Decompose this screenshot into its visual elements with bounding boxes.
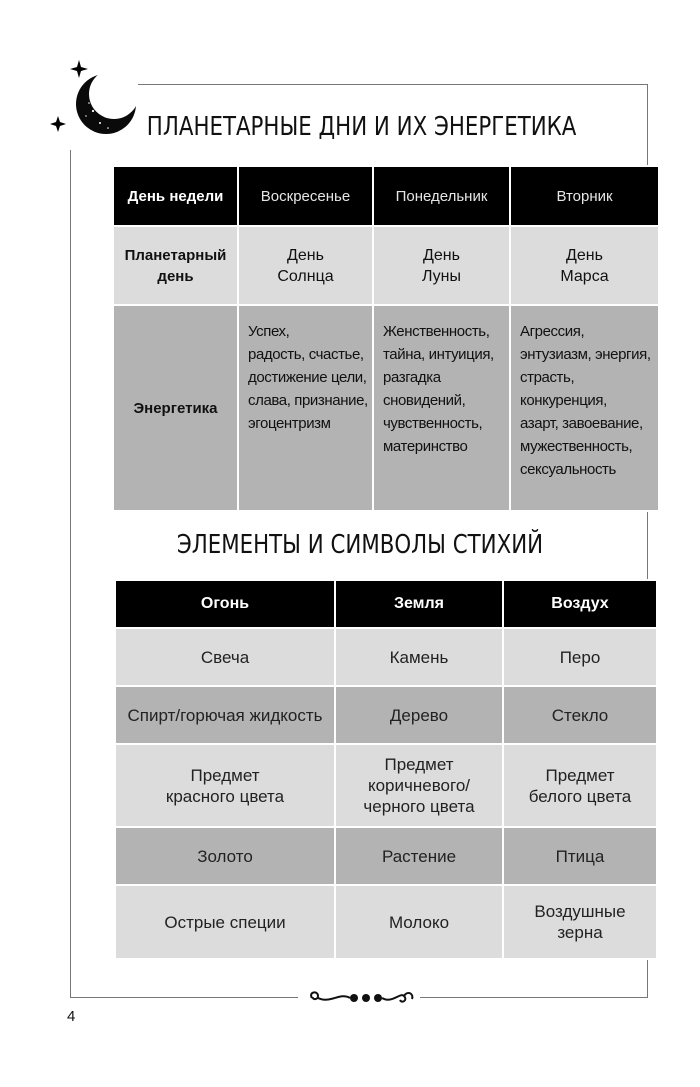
table-cell [503,885,657,959]
decorative-swirl-icon [304,984,416,1012]
cell-line: красного цвета [165,786,285,806]
cell-line: Предмет [384,755,454,774]
star-icon [70,60,88,78]
energy-cell [373,305,510,511]
cell-line: сексуальность [520,461,616,478]
header-fire-cell: Огонь [115,580,335,628]
table-cell [115,686,335,744]
energy-cell [510,305,659,511]
header-day-cell: Воскресенье [238,166,373,226]
cell-line: Острые специи [164,912,286,932]
cell-line: Воздушные [534,902,626,921]
table-row [115,686,657,744]
table-cell [335,686,503,744]
cell-line: чувственность, [383,415,483,432]
table-cell [503,686,657,744]
page-number: 4 [67,1008,76,1025]
star-icon [50,116,66,132]
header-day-cell: Вторник [510,166,659,226]
header-earth-cell: Земля [335,580,503,628]
table-row [115,885,657,959]
cell-line: День [423,246,460,264]
planetary-day-label-cell [113,226,238,305]
energy-label-cell: Энергетика [113,305,238,511]
table-cell [335,885,503,959]
cell-line: Марса [560,267,609,285]
table-header-row [113,166,659,226]
table-header-row [115,580,657,628]
frame-left-line [70,150,71,998]
cell-line: Камень [389,647,449,667]
energy-cell [238,305,373,511]
header-label-cell: День недели [113,166,238,226]
elements-table [114,579,658,960]
cell-line: зерна [557,923,603,942]
table-cell [115,885,335,959]
header-day-cell: Понедельник [373,166,510,226]
cell-line: Птица [555,846,605,866]
cell-line: Предмет [545,765,615,785]
cell-line: Дерево [389,705,449,725]
cell-line: слава, признание, [248,392,368,409]
cell-line: конкуренция, [520,392,607,409]
table-cell [503,827,657,885]
cell-line: радость, счастье, [248,346,364,363]
frame-bottom-left-line [70,997,298,998]
frame-top-line [138,84,648,85]
cell-line: эгоцентризм [248,415,331,432]
table-row [113,305,659,511]
cell-line: Женственность, [383,323,490,340]
cell-line: материнство [383,438,468,455]
cell-line: энтузиазм, энергия, [520,346,651,363]
section-title-planetary-days: ПЛАНЕТАРНЫЕ ДНИ И ИХ ЭНЕРГЕТИКА [146,112,577,142]
table-row [115,827,657,885]
table-cell [115,827,335,885]
cell-line: тайна, интуиция, [383,346,494,363]
table-row [115,628,657,686]
cell-line: Растение [381,846,457,866]
table-cell [335,628,503,686]
cell-line: Перо [559,647,601,667]
table-cell [503,628,657,686]
table-row [113,226,659,305]
cell-line: азарт, завоевание, [520,415,643,432]
cell-line: достижение цели, [248,369,367,386]
header-air-cell: Воздух [503,580,657,628]
cell-line: День [566,246,603,264]
cell-line: страсть, [520,369,575,386]
planetary-day-cell [510,226,659,305]
cell-line: черного цвета [363,797,475,816]
cell-line: Золото [197,846,253,866]
frame-bottom-right-line [420,997,648,998]
cell-line: Успех, [248,323,290,340]
cell-line: Солнца [277,267,334,285]
cell-line: Спирт/горючая жидкость [127,705,323,725]
table-cell [503,744,657,827]
table-row [115,744,657,827]
cell-line: Агрессия, [520,323,585,340]
crescent-moon-icon [48,56,148,146]
planetary-days-table [112,165,660,512]
cell-line: разгадка [383,369,441,386]
cell-line: Луны [421,267,461,285]
label-line: день [157,267,194,285]
cell-line: День [287,246,324,264]
cell-line: коричневого/ [367,776,471,795]
planetary-day-cell [238,226,373,305]
label-line: Планетарный [124,246,227,264]
cell-line: Стекло [551,705,609,725]
table-cell [115,628,335,686]
table-cell [335,827,503,885]
cell-line: Свеча [200,647,250,667]
cell-line: мужественность, [520,438,633,455]
section-title-elements: ЭЛЕМЕНТЫ И СИМВОЛЫ СТИХИЙ [176,530,544,560]
table-cell [115,744,335,827]
cell-line: Молоко [388,912,450,932]
cell-line: сновидений, [383,392,466,409]
cell-line: Предмет [190,765,260,785]
planetary-day-cell [373,226,510,305]
table-cell [335,744,503,827]
cell-line: белого цвета [528,786,632,806]
